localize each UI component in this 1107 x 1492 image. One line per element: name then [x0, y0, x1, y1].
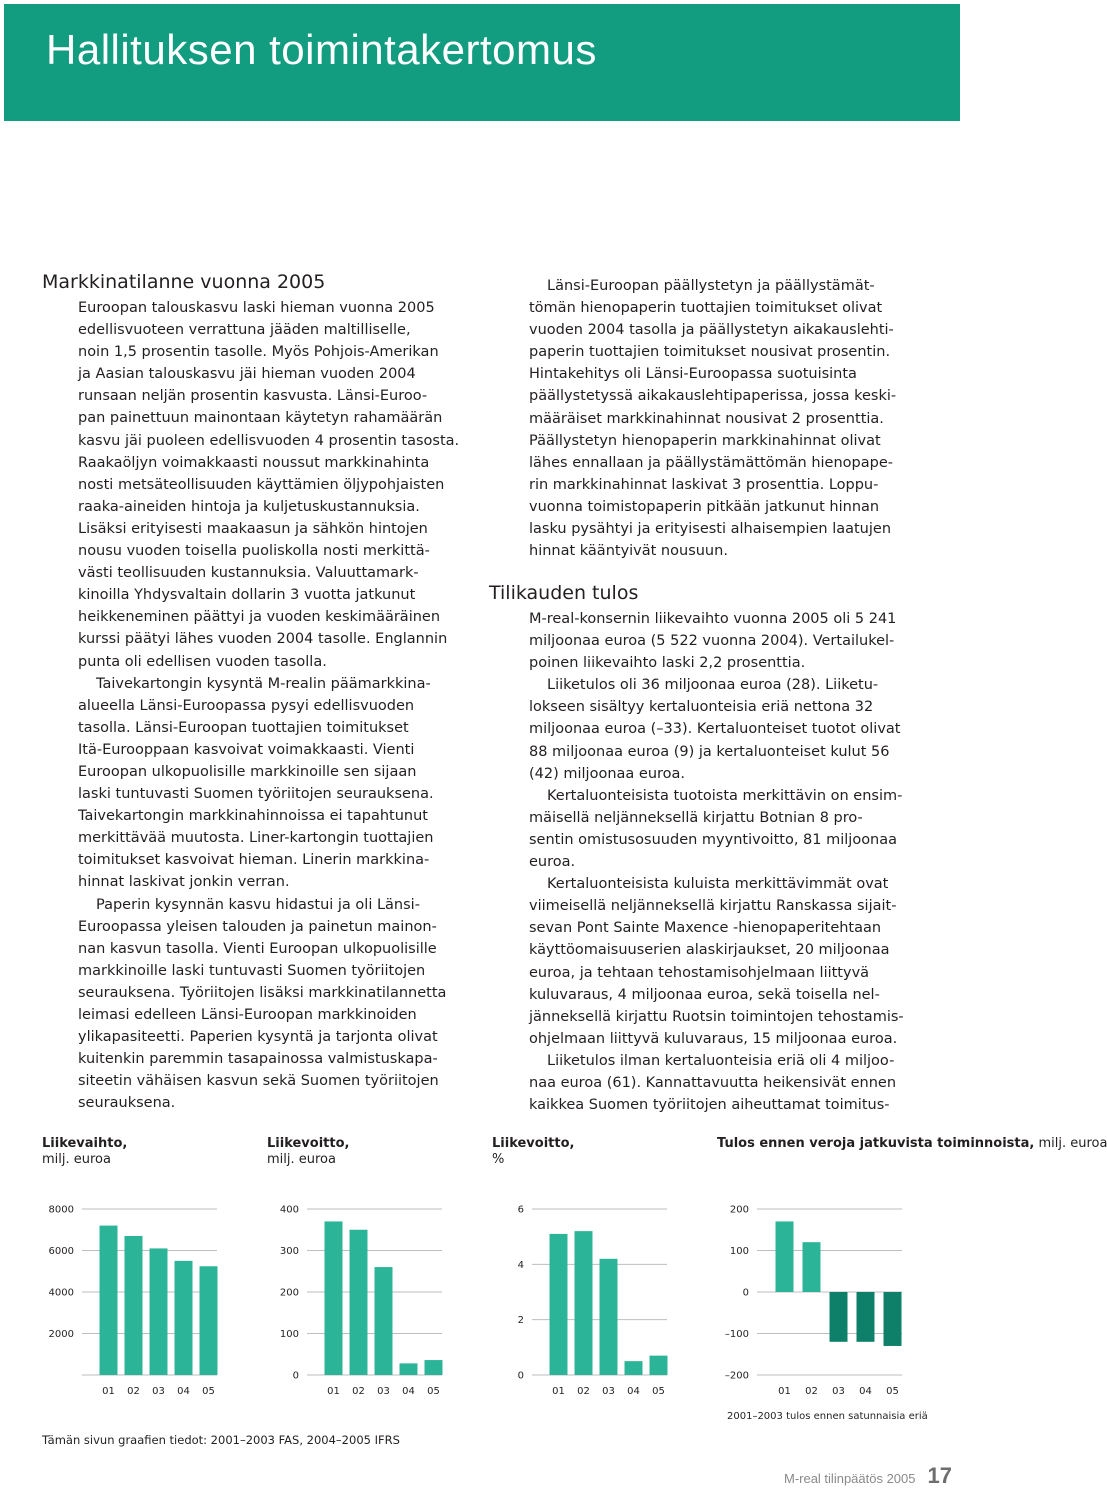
x-tick-label: 05 [202, 1386, 215, 1397]
text-line: ja Aasian talouskasvu jäi hieman vuoden 2004 [78, 366, 416, 383]
y-tick-label: 8000 [48, 1204, 74, 1216]
chart-title-bold: Liikevoitto, [267, 1136, 350, 1151]
chart-operating-profit [267, 1200, 457, 1410]
text-line: määräiset markkinahinnat nousivat 2 prosenttia. [529, 410, 884, 427]
text-line: vuonna toimistopaperin pitkään jatkunut hinnan [529, 498, 880, 515]
x-tick-label: 03 [152, 1386, 165, 1397]
text-line: (42) miljoonaa euroa. [529, 765, 686, 782]
footer-text: M-real tilinpäätös 2005 [783, 1471, 916, 1486]
text-line: leimasi edelleen Länsi-Euroopan markkinoiden [78, 1007, 417, 1023]
text-line: mäisellä neljänneksellä kirjattu Botnian 8 pro- [529, 809, 863, 826]
text-line: kinoilla Yhdysvaltain dollarin 3 vuotta jatkunut [78, 587, 416, 604]
result-text [529, 608, 929, 1116]
text-line: Itä-Eurooppaan kasvoivat voimakkaasti. Vienti [78, 741, 415, 758]
text-line: raaka-aineiden hintoja ja kuljetuskustannuksia. [78, 498, 420, 515]
x-tick-label: 03 [832, 1386, 845, 1397]
section-heading-result: Tilikauden tulos [489, 582, 639, 604]
text-line: päällystetyssä aikakauslehtipaperissa, jossa keski- [529, 388, 897, 405]
chart-title-unit: milj. euroa [1038, 1136, 1107, 1151]
bar [830, 1292, 848, 1342]
y-tick-label: 0 [292, 1370, 299, 1382]
text-line: kasvu jäi puoleen edellisvuoden 4 prosentin tasosta. [78, 432, 460, 449]
text-line: toimitukset kasvoivat hieman. Linerin markkina- [78, 852, 430, 869]
bar [375, 1267, 393, 1375]
x-tick-label: 04 [859, 1386, 872, 1397]
text-line: Taivekartongin kysyntä M-realin päämarkkina- [96, 675, 431, 692]
text-line: merkittävää muutosta. Liner-kartongin tuottajien [78, 830, 434, 847]
bar [776, 1221, 794, 1292]
y-tick-label: 0 [517, 1370, 524, 1382]
y-tick-label: 2000 [48, 1329, 74, 1340]
text-line: ohjelmaan liittyvä kuluvaraus, 15 miljoonaa euroa. [529, 1030, 898, 1047]
chart-title-operating-profit [267, 1136, 349, 1168]
text-line: tömän hienopaperin tuottajien toimitukset olivat [529, 300, 883, 317]
text-line: Lisäksi erityisesti maakaasun ja sähkön hintojen [78, 520, 428, 537]
text-line: rin markkinahinnat laskivat 3 prosenttia. Loppu- [529, 476, 879, 493]
text-line: Liiketulos ilman kertaluonteisia eriä oli 4 miljoo- [547, 1052, 895, 1069]
text-line: Euroopan talouskasvu laski hieman vuonna 2005 [78, 300, 435, 316]
x-tick-label: 04 [627, 1386, 640, 1397]
text-line: Raakaöljyn voimakkaasti noussut markkinahinta [78, 454, 430, 471]
text-line: sentin omistusosuuden myyntivoitto, 81 miljoonaa [529, 831, 898, 848]
text-line: vuoden 2004 tasolla ja päällystetyn aikakauslehti- [529, 322, 894, 339]
market-text-continued [529, 275, 929, 562]
chart-title-unit: milj. euroa [42, 1152, 111, 1167]
text-line: markkinoille laski tuntuvasti Suomen työriitojen [78, 962, 426, 979]
text-line: euroa, ja tehtaan tehostamisohjelmaan liittyvä [529, 964, 870, 981]
page-title: Hallituksen toimintakertomus [46, 26, 597, 73]
market-text [78, 297, 478, 1114]
bar [600, 1259, 618, 1375]
y-tick-label: 400 [279, 1204, 299, 1216]
x-tick-label: 03 [602, 1386, 615, 1397]
text-line: seurauksena. Työriitojen lisäksi markkinatilannetta [78, 984, 447, 1001]
text-line: Liiketulos oli 36 miljoonaa euroa (28). Liiketu- [547, 677, 879, 694]
chart-revenue [42, 1200, 232, 1410]
text-line: euroa. [529, 854, 576, 871]
y-tick-label: 2 [517, 1315, 524, 1327]
text-line: kuitenkin paremmin tasapainossa valmistuskapa- [78, 1051, 438, 1068]
y-tick-label: 4000 [48, 1287, 74, 1299]
text-line: Päällystetyn hienopaperin markkinahinnat olivat [529, 432, 881, 449]
text-line: nan kasvun tasolla. Vienti Euroopan ulkopuolisille [78, 940, 437, 957]
chart-title-profit-before-tax [717, 1136, 1107, 1152]
text-line: nosti metsäteollisuuden käyttämien öljypohjaisten [78, 476, 445, 493]
bar [200, 1266, 218, 1375]
text-line: Kertaluonteisista kuluista merkittävimmät ovat [547, 876, 889, 893]
page-number: 17 [927, 1463, 952, 1488]
y-tick-label: 0 [742, 1287, 749, 1299]
text-line: lokseen sisältyy kertaluonteisia eriä nettona 32 [529, 699, 874, 716]
text-line: miljoonaa euroa (–33). Kertaluonteiset tuotot olivat [529, 721, 901, 738]
x-tick-label: 02 [127, 1386, 140, 1397]
text-line: hinnat kääntyivät nousuun. [529, 543, 728, 560]
x-tick-label: 03 [377, 1386, 390, 1397]
y-tick-label: 100 [279, 1329, 299, 1340]
x-tick-label: 01 [552, 1386, 565, 1397]
text-line: paperin tuottajien toimitukset nousivat prosentin. [529, 344, 891, 361]
text-line: pan painettuun mainontaan käytetyn rahamäärän [78, 410, 443, 427]
text-line: nousu vuoden toisella puoliskolla nosti merkittä- [78, 543, 430, 560]
chart-title-unit: % [492, 1152, 505, 1167]
text-line: poinen liikevaihto laski 2,2 prosenttia. [529, 655, 806, 672]
x-tick-label: 02 [352, 1386, 365, 1397]
bar [350, 1230, 368, 1375]
text-line: edellisvuoteen verrattuna jääden maltilliselle, [78, 322, 411, 339]
x-tick-label: 02 [577, 1386, 590, 1397]
x-tick-label: 01 [778, 1386, 791, 1397]
bar [575, 1231, 593, 1375]
text-line: kurssi päätyi lähes vuoden 2004 tasolle. Englannin [78, 631, 448, 648]
y-tick-label: 100 [729, 1246, 749, 1257]
text-line: Euroopassa yleisen talouden ja painetun mainon- [78, 918, 437, 935]
bar [125, 1236, 143, 1375]
text-line: seurauksena. [78, 1095, 176, 1112]
text-line: naa euroa (61). Kannattavuutta heikensivät ennen [529, 1074, 897, 1091]
y-tick-label: 200 [279, 1287, 299, 1299]
text-line: lasku pysähtyi ja erityisesti alhaisempien laatujen [529, 521, 892, 538]
bar [803, 1242, 821, 1292]
text-line: 88 miljoonaa euroa (9) ja kertaluonteiset kulut 56 [529, 743, 890, 760]
bar [175, 1261, 193, 1375]
chart-title-bold: Liikevaihto, [42, 1136, 128, 1151]
text-line: lähes ennallaan ja päällystämättömän hienopape- [529, 454, 893, 471]
x-tick-label: 05 [427, 1386, 440, 1397]
text-line: alueella Länsi-Euroopassa pysyi edellisvuoden [78, 697, 415, 714]
x-tick-label: 05 [652, 1386, 665, 1397]
y-tick-label: –100 [724, 1329, 749, 1340]
text-line: tasolla. Länsi-Euroopan tuottajien toimitukset [78, 719, 409, 736]
text-line: Paperin kysynnän kasvu hidastui ja oli Länsi- [96, 896, 420, 913]
text-line: noin 1,5 prosentin tasolle. Myös Pohjois-Amerikan [78, 344, 439, 361]
bar [150, 1248, 168, 1375]
text-line: Kertaluonteisista tuotoista merkittävin on ensim- [547, 787, 903, 804]
text-line: Taivekartongin markkinahinnoissa ei tapahtunut [78, 808, 428, 825]
source-footnote: Tämän sivun graafien tiedot: 2001–2003 FAS, 2004–2005 IFRS [42, 1433, 400, 1447]
text-line: hinnat laskivat jonkin verran. [78, 874, 290, 891]
x-tick-label: 01 [327, 1386, 340, 1397]
text-line: miljoonaa euroa (5 522 vuonna 2004). Vertailukel- [529, 633, 895, 650]
text-line: Länsi-Euroopan päällystetyn ja päällystämät- [547, 278, 875, 294]
chart-title-unit: milj. euroa [267, 1152, 336, 1167]
bar [325, 1221, 343, 1375]
y-tick-label: –200 [724, 1370, 749, 1382]
text-line: Euroopan ulkopuolisille markkinoille sen sijaan [78, 763, 417, 780]
bar [425, 1360, 443, 1375]
bar [625, 1361, 643, 1375]
bar [400, 1363, 418, 1375]
text-line: heikkeneminen päättyi ja vuoden keskimääräinen [78, 609, 441, 626]
y-tick-label: 6 [517, 1204, 524, 1216]
y-tick-label: 6000 [48, 1246, 74, 1257]
x-tick-label: 01 [102, 1386, 115, 1397]
text-line: runsaan neljän prosentin kasvusta. Länsi-Euroo- [78, 388, 428, 405]
page-footer [784, 1463, 952, 1489]
text-line: ylikapasiteetti. Paperien kysyntä ja tarjonta olivat [78, 1029, 438, 1046]
x-tick-label: 02 [805, 1386, 818, 1397]
bar [650, 1356, 668, 1375]
chart-footnote: 2001–2003 tulos ennen satunnaisia eriä [727, 1411, 928, 1422]
text-line: punta oli edellisen vuoden tasolla. [78, 653, 327, 670]
text-line: viimeisellä neljänneksellä kirjattu Ranskassa sijait- [529, 898, 897, 915]
chart-profit-before-tax [717, 1200, 917, 1410]
chart-title-bold: Tulos ennen veroja jatkuvista toiminnoista, [717, 1136, 1035, 1151]
text-line: siteetin vähäisen kasvun sekä Suomen työriitojen [78, 1073, 439, 1090]
bar [857, 1292, 875, 1342]
text-line: laski tuntuvasti Suomen työriitojen seurauksena. [78, 786, 434, 803]
text-line: Hintakehitys oli Länsi-Euroopassa suotuisinta [529, 366, 857, 383]
header-banner [4, 4, 960, 121]
bar [884, 1292, 902, 1346]
chart-title-bold: Liikevoitto, [492, 1136, 575, 1151]
x-tick-label: 04 [177, 1386, 190, 1397]
chart-operating-margin [492, 1200, 682, 1410]
text-line: västi teollisuuden kustannuksia. Valuuttamark- [78, 565, 419, 582]
text-line: sevan Pont Sainte Maxence -hienopaperitehtaan [529, 920, 882, 937]
y-tick-label: 200 [729, 1204, 749, 1216]
bar [100, 1226, 118, 1375]
y-tick-label: 4 [517, 1259, 524, 1271]
text-line: M-real-konsernin liikevaihto vuonna 2005 oli 5 241 [529, 611, 897, 627]
section-heading-market: Markkinatilanne vuonna 2005 [42, 271, 326, 293]
chart-title-revenue [42, 1136, 127, 1168]
text-line: kuluvaraus, 4 miljoonaa euroa, sekä toisella nel- [529, 986, 880, 1003]
chart-title-operating-margin [492, 1136, 574, 1168]
text-line: kaikkea Suomen työriitojen aiheuttamat toimitus- [529, 1097, 890, 1114]
y-tick-label: 300 [279, 1246, 299, 1257]
text-line: jänneksellä kirjattu Ruotsin toimintojen tehostamis- [529, 1008, 904, 1025]
x-tick-label: 05 [886, 1386, 899, 1397]
bar [550, 1234, 568, 1375]
text-line: käyttöomaisuuserien alaskirjaukset, 20 miljoonaa [529, 942, 890, 959]
x-tick-label: 04 [402, 1386, 415, 1397]
